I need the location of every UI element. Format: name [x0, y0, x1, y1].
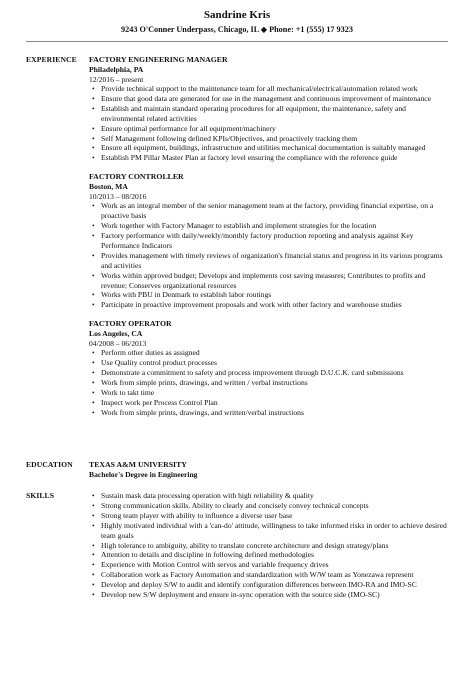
skill-item: • Attention to details and discipline in following defined methodologies [89, 550, 451, 560]
job-location: Los Angeles, CA [89, 329, 143, 339]
header-divider [26, 41, 448, 42]
job-bullet: • Works within approved budget; Develops and implements cost saving measures; Contributes to profits and revenue; Conserves organizational resources [89, 271, 451, 291]
skills-list [89, 491, 451, 600]
skill-item: • Collaboration work as Factory Automation and standardization with W/W team as Yonezawa represent [89, 570, 451, 580]
skill-item: • Experience with Motion Control with servos and variable frequency drives [89, 560, 451, 570]
job-title: FACTORY OPERATOR [89, 319, 172, 329]
job-bullets [89, 348, 451, 417]
experience-body [89, 55, 451, 427]
job-bullet: • Factory performance with daily/weekly/monthly factory production reporting and analysis against Key Performance Indicators [89, 231, 451, 251]
job-dates: 04/2008 – 06/2013 [89, 338, 147, 348]
job-bullet: • Inspect work per Process Control Plan [89, 398, 451, 408]
job-location: Boston, MA [89, 182, 128, 192]
job-title: FACTORY CONTROLLER [89, 172, 184, 182]
job-bullet: • Work together with Factory Manager to establish and implement strategies for the location [89, 221, 451, 231]
job-entry [89, 55, 451, 163]
job-bullet: • Work as an integral member of the senior management team at the factory, providing financial expertise, on a proactive basis [89, 201, 451, 221]
skill-item: • Strong team player with ability to influence a diverse user base [89, 511, 451, 521]
job-bullet: • Work from simple prints, drawings, and written / verbal instructions [89, 378, 451, 388]
degree: Bachelor's Degree in Engineering [89, 470, 198, 479]
skill-item: • Highly motivated individual with a 'can-do' attitude, willingness to take informed risks in order to achieve desired team goals [89, 521, 451, 541]
job-dates: 10/2013 – 08/2016 [89, 191, 147, 201]
candidate-name: Sandrine Kris [203, 9, 271, 21]
job-bullet: • Participate in proactive improvement proposals and work with other factory and warehouse studies [89, 300, 451, 310]
skill-item: • Sustain mask data processing operation with high reliability & quality [89, 491, 451, 501]
job-entry [89, 319, 451, 417]
job-bullet: • Establish PM Pillar Master Plan at factory level ensuring the compliance with the reference guide [89, 153, 451, 163]
education-body [89, 460, 451, 480]
job-bullets [89, 84, 451, 163]
skills-body [89, 491, 451, 600]
job-bullet: • Provides management with timely reviews of organization's financial status and progress in its various programs and activities [89, 251, 451, 271]
job-bullet: • Demonstrate a commitment to safety and process improvement through D.U.C.K. card submissions [89, 368, 451, 378]
job-bullet: • Ensure optimal performance for all equipment/machinery [89, 124, 451, 134]
skill-item: • Develop new S/W deployment and ensure in-sync operation with the source side (IMO-SC) [89, 590, 451, 600]
job-bullets [89, 201, 451, 310]
job-bullet: • Ensure all equipment, buildings, infrastructure and utilities mechanical documentation is suitably managed [89, 143, 451, 153]
job-entry [89, 172, 451, 310]
skill-item: • Develop and deploy S/W to audit and identify configuration differences between IMO-RA and IMO-SC [89, 580, 451, 590]
job-bullet: • Works with PBU in Denmark to establish labor routings [89, 290, 451, 300]
job-bullet: • Establish and maintain standard operating procedures for all equipment, the maintenance, safety and environmental related activities [89, 104, 451, 124]
skill-item: • Strong communication skills. Ability to clearly and concisely convey technical concepts [89, 501, 451, 511]
skill-item: • High tolerance to ambiguity, ability to translate concrete architecture and design strategy/plans [89, 541, 451, 551]
job-bullet: • Perform other duties as assigned [89, 348, 451, 358]
job-bullet: • Work to takt time [89, 388, 451, 398]
job-dates: 12/2016 – present [89, 74, 144, 84]
job-location: Philadelphia, PA [89, 65, 144, 74]
job-title: FACTORY ENGINEERING MANAGER [89, 55, 228, 64]
skills-heading: SKILLS [26, 491, 55, 500]
education-heading: EDUCATION [26, 460, 73, 469]
contact-info: 9243 O'Conner Underpass, Chicago, IL ◆ Phone: +1 (555) 17 9323 [121, 25, 353, 34]
job-bullet: • Self Management following defined KPIs/Objectives, and proactively tracking them [89, 134, 451, 144]
job-bullet: • Work from simple prints, drawings, and written/verbal instructions [89, 408, 451, 418]
experience-heading: EXPERIENCE [26, 55, 77, 64]
job-bullet: • Use Quality control product processes [89, 358, 451, 368]
job-bullet: • Provide technical support to the maintenance team for all mechanical/electrical/automation related work [89, 84, 451, 94]
school-name: TEXAS A&M UNIVERSITY [89, 460, 187, 469]
job-bullet: • Ensure that good data are generated for use in the management and continuous improvement of maintenance [89, 94, 451, 104]
